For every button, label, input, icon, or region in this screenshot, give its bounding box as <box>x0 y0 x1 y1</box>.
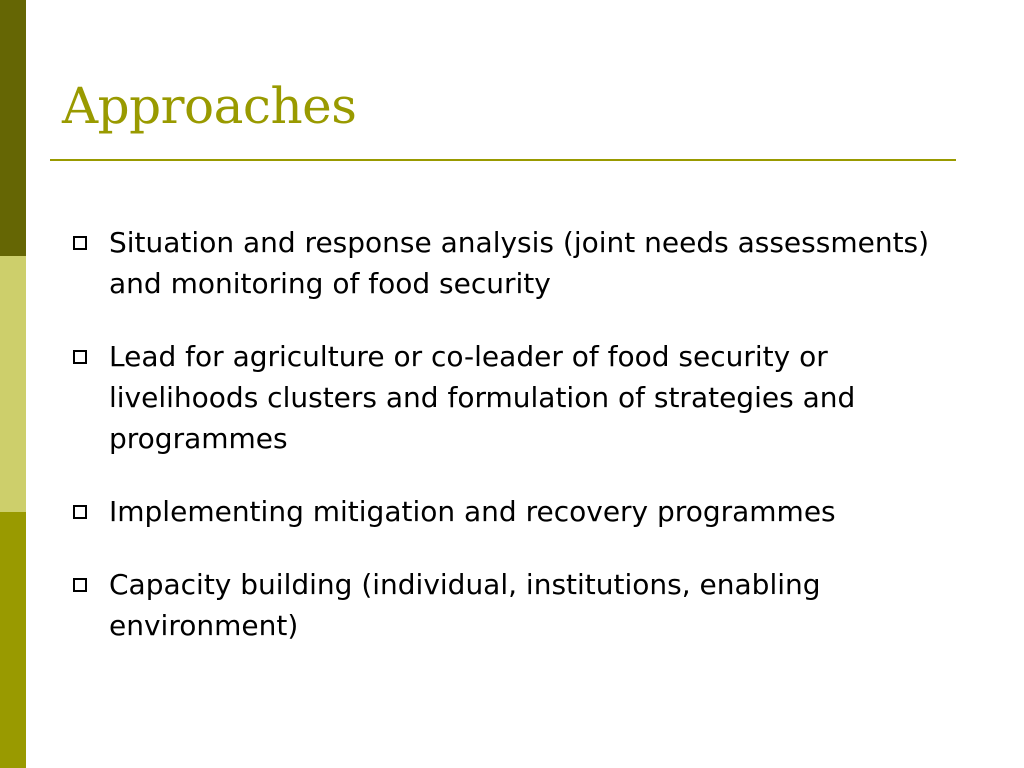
title-underline <box>50 159 956 161</box>
hollow-square-bullet-icon <box>73 236 87 250</box>
bullet-item <box>72 491 972 532</box>
bullet-text: Capacity building (individual, institutions, enabling environment) <box>109 568 821 642</box>
side-bar-top-segment <box>0 0 26 256</box>
side-bar-bottom-segment <box>0 512 26 768</box>
hollow-square-bullet-icon <box>73 505 87 519</box>
hollow-square-bullet-icon <box>73 578 87 592</box>
bullet-text: Implementing mitigation and recovery programmes <box>109 495 836 528</box>
hollow-square-bullet-icon <box>73 350 87 364</box>
slide-title: Approaches <box>62 77 357 135</box>
bullet-item <box>72 336 972 459</box>
bullet-item <box>72 564 972 646</box>
side-bar-middle-segment <box>0 256 26 512</box>
bullet-list <box>72 222 972 678</box>
bullet-item <box>72 222 972 304</box>
bullet-text: Lead for agriculture or co-leader of food security or livelihoods clusters and formulation of strategies and programmes <box>109 340 856 455</box>
bullet-text: Situation and response analysis (joint needs assessments) and monitoring of food security <box>109 226 930 300</box>
